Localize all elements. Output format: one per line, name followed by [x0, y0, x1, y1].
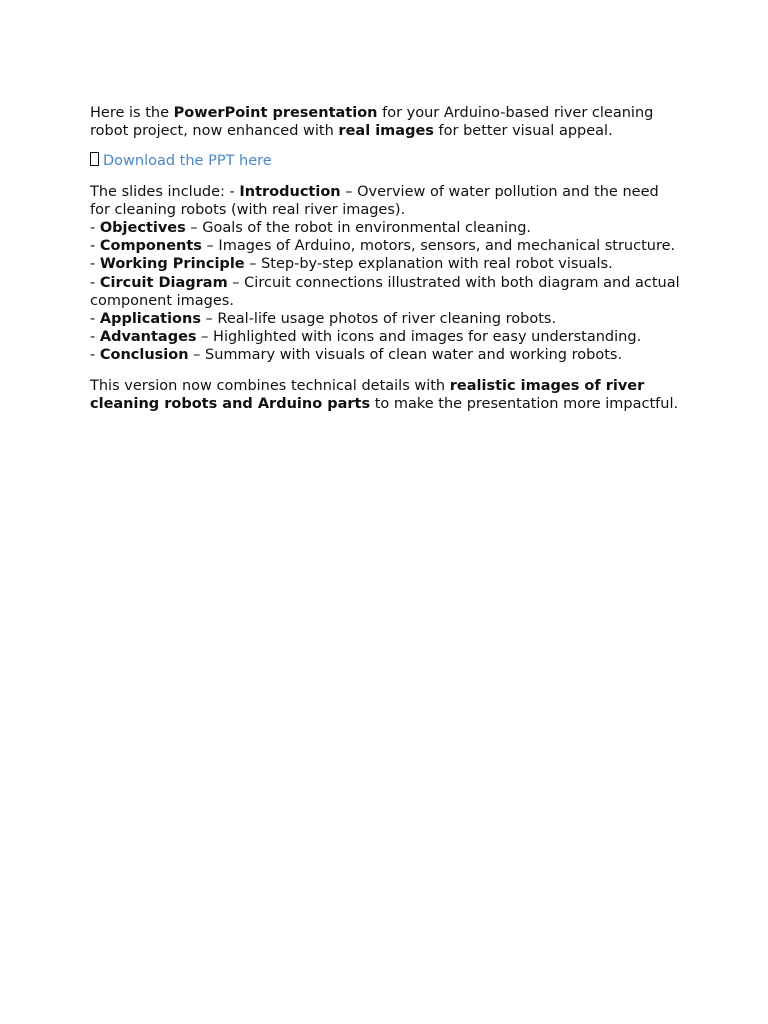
slide-prefix: -	[90, 329, 100, 346]
slide-prefix: -	[90, 256, 100, 273]
slide-desc: – Overview of water pollution and the need for cleaning robots (with real river images).	[90, 183, 659, 218]
slide-title: Circuit Diagram	[99, 274, 228, 291]
slide-desc: – Images of Arduino, motors, sensors, and mechanical structure.	[201, 238, 676, 255]
slide-desc: – Summary with visuals of clean water and working robots.	[188, 347, 623, 364]
slide-desc: – Goals of the robot in environmental cleaning.	[185, 220, 532, 237]
slide-desc: – Step-by-step explanation with real robot visuals.	[244, 256, 613, 273]
intro-paragraph	[90, 104, 680, 140]
slide-item-components	[90, 237, 680, 255]
slide-item-conclusion	[90, 346, 680, 364]
download-row	[90, 152, 680, 170]
slide-title: Introduction	[239, 183, 341, 200]
document-body	[90, 104, 680, 425]
slide-prefix: -	[90, 220, 100, 237]
slide-desc: – Circuit connections illustrated with both diagram and actual component images.	[90, 274, 680, 309]
slide-item-working-principle	[90, 255, 680, 273]
slide-desc: – Real-life usage photos of river cleaning robots.	[200, 311, 557, 328]
intro-text-3: for better visual appeal.	[433, 123, 613, 140]
slide-title: Objectives	[99, 220, 186, 237]
slide-prefix: -	[90, 238, 100, 255]
slides-lead: The slides include: -	[90, 183, 240, 200]
slide-prefix: -	[90, 347, 100, 364]
slides-list	[90, 183, 680, 365]
slide-title: Advantages	[99, 329, 197, 346]
link-icon	[90, 152, 99, 166]
intro-text-1: Here is the	[90, 105, 174, 121]
intro-bold-1: PowerPoint presentation	[173, 105, 378, 121]
slide-title: Components	[99, 238, 202, 255]
intro-text-2: for your Arduino-based river cleaning robot project, now enhanced with	[90, 105, 654, 140]
closing-paragraph	[90, 377, 680, 413]
slide-desc: – Highlighted with icons and images for easy understanding.	[196, 329, 642, 346]
slide-item-objectives	[90, 219, 680, 237]
download-ppt-link[interactable]: Download the PPT here	[103, 153, 272, 170]
slide-item-applications	[90, 310, 680, 328]
slide-title: Applications	[99, 311, 201, 328]
slide-item-introduction	[90, 183, 680, 219]
slide-title: Working Principle	[99, 256, 245, 273]
closing-bold: realistic images of river cleaning robots and Arduino parts	[90, 377, 645, 412]
intro-bold-2: real images	[338, 123, 434, 140]
slide-item-circuit-diagram	[90, 274, 680, 310]
slide-title: Conclusion	[99, 347, 189, 364]
slide-prefix: -	[90, 274, 100, 291]
slide-prefix: -	[90, 311, 100, 328]
closing-text-2: to make the presentation more impactful.	[370, 395, 679, 412]
slide-item-advantages	[90, 328, 680, 346]
closing-text-1: This version now combines technical details with	[90, 377, 450, 394]
